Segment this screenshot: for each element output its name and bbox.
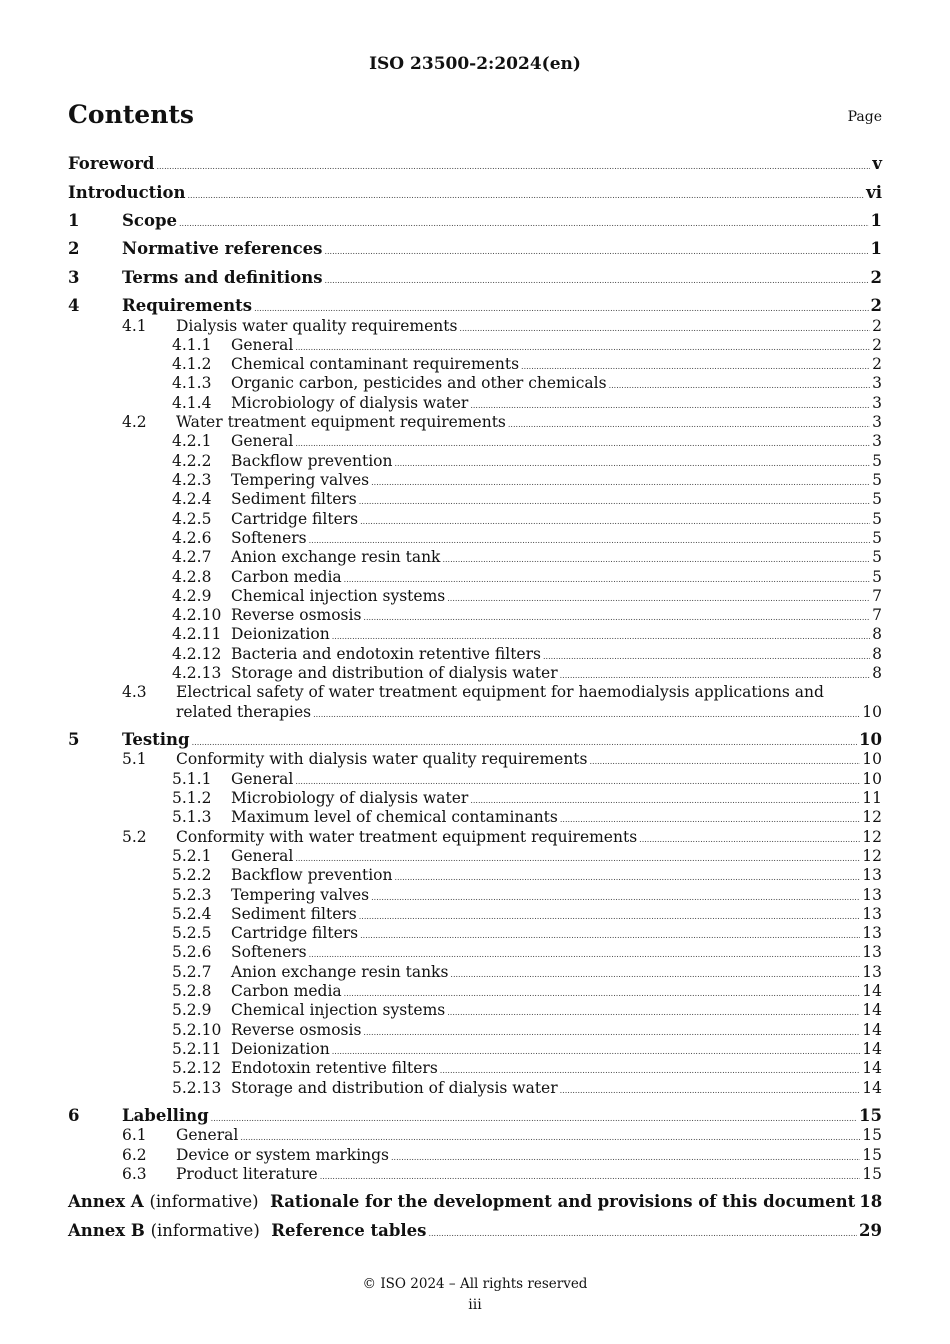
toc-entry-title: Endotoxin retentive filters <box>231 1059 438 1077</box>
toc-entry-annex-a[interactable] <box>68 1193 882 1211</box>
toc-entry-s6-1[interactable] <box>68 1126 882 1144</box>
toc-entry-number: 4.2.2 <box>172 452 212 470</box>
toc-entry-s5-1-2[interactable] <box>68 789 882 807</box>
toc-entry-s5-2-5[interactable] <box>68 924 882 942</box>
toc-entry-page: 3 <box>872 432 882 450</box>
toc-entry-number: 4.2.12 <box>172 645 222 663</box>
toc-entry-title: Normative references <box>122 239 323 258</box>
toc-entry-page: 5 <box>872 471 882 489</box>
toc-entry-number: 5.2 <box>122 828 147 846</box>
dot-leader <box>440 1059 860 1077</box>
toc-entry-title: Sediment filters <box>231 905 357 923</box>
toc-entry-page: 13 <box>862 963 882 981</box>
dot-leader <box>320 1165 861 1183</box>
toc-entry-s5-2-4[interactable] <box>68 905 882 923</box>
toc-entry-s4-1-2[interactable] <box>68 355 882 373</box>
dot-leader <box>360 510 870 528</box>
toc-entry-title: Water treatment equipment requirements <box>176 413 506 431</box>
dot-leader <box>360 924 860 942</box>
toc-entry-title <box>68 1193 855 1211</box>
dot-leader <box>521 355 870 373</box>
toc-entry-title: Testing <box>122 730 190 749</box>
dot-leader <box>442 548 870 566</box>
toc-entry-number: 3 <box>68 268 80 287</box>
toc-entry-page: 1 <box>870 211 882 230</box>
toc-entry-page: 5 <box>872 568 882 586</box>
toc-entry-page: vi <box>866 183 882 202</box>
toc-entry-page: 2 <box>872 317 882 335</box>
toc-entry-number: 5 <box>68 730 80 749</box>
dot-leader <box>309 529 871 547</box>
toc-entry-s5-2-11[interactable] <box>68 1040 882 1058</box>
toc-entry-title: Maximum level of chemical contaminants <box>231 808 558 826</box>
toc-entry-number: 4.2.6 <box>172 529 212 547</box>
toc-entry-page: 1 <box>870 239 882 258</box>
toc-entry-page: 5 <box>872 529 882 547</box>
toc-entry-s4-2-5[interactable] <box>68 510 882 528</box>
toc-entry-title: Deionization <box>231 1040 330 1058</box>
toc-entry-number: 5.2.8 <box>172 982 212 1000</box>
toc-entry-s5-2-2[interactable] <box>68 866 882 884</box>
toc-entry-number: 4.2.9 <box>172 587 212 605</box>
annex-label: Annex A <box>68 1192 144 1211</box>
toc-entry-title: Electrical safety of water treatment equipment for haemodialysis applications and <box>176 683 824 701</box>
toc-entry-title: General <box>231 770 294 788</box>
toc-entry-number: 5.2.10 <box>172 1021 222 1039</box>
toc-entry-page: 29 <box>859 1221 882 1240</box>
toc-entry-page: 15 <box>862 1126 882 1144</box>
toc-entry-title: Storage and distribution of dialysis water <box>231 1079 558 1097</box>
toc-entry-s5-2-3[interactable] <box>68 886 882 904</box>
toc-entry-s4-1-4[interactable] <box>68 394 882 412</box>
dot-leader <box>359 905 861 923</box>
dot-leader <box>395 452 871 470</box>
toc-entry-title: Product literature <box>176 1165 318 1183</box>
toc-entry-number: 5.2.5 <box>172 924 212 942</box>
dot-leader <box>359 490 870 508</box>
dot-leader <box>609 374 871 392</box>
toc-entry-number: 4.2.10 <box>172 606 222 624</box>
toc-entry-page: 10 <box>862 770 882 788</box>
toc-entry-s6-3[interactable] <box>68 1165 882 1183</box>
toc-entry-page: 15 <box>859 1106 882 1125</box>
dot-leader <box>470 394 870 412</box>
toc-entry-number: 4.1.1 <box>172 336 212 354</box>
toc-entry-number: 4.2.1 <box>172 432 212 450</box>
toc-entry-page: 10 <box>862 703 882 721</box>
toc-entry-title: Anion exchange resin tank <box>231 548 441 566</box>
toc-entry-number: 4.1.2 <box>172 355 212 373</box>
toc-entry-page: 14 <box>862 1021 882 1039</box>
annex-title: Reference tables <box>271 1221 427 1240</box>
toc-entry-page: 3 <box>872 413 882 431</box>
toc-entry-s5-2-10[interactable] <box>68 1021 882 1039</box>
dot-leader <box>470 789 860 807</box>
toc-entry-title: Terms and definitions <box>122 268 323 287</box>
toc-entry-title: Conformity with water treatment equipment requirements <box>176 828 638 846</box>
toc-entry-s5-1-1[interactable] <box>68 770 882 788</box>
toc-entry-title: General <box>231 432 294 450</box>
dot-leader <box>313 703 860 721</box>
toc-entry-page: 12 <box>862 847 882 865</box>
toc-entry-number: 4.2.5 <box>172 510 212 528</box>
dot-leader <box>344 982 861 1000</box>
table-of-contents <box>68 0 882 1344</box>
toc-entry-page: 13 <box>862 866 882 884</box>
dot-leader <box>395 866 861 884</box>
toc-entry-s4-1-1[interactable] <box>68 336 882 354</box>
toc-entry-page: 14 <box>862 1059 882 1077</box>
toc-entry-page: 5 <box>872 490 882 508</box>
toc-entry-page: 7 <box>872 606 882 624</box>
toc-entry-number: 4.2.4 <box>172 490 212 508</box>
toc-entry-s5-2-13[interactable] <box>68 1079 882 1097</box>
toc-entry-s6-2[interactable] <box>68 1146 882 1164</box>
dot-leader <box>447 587 870 605</box>
toc-entry-page: 11 <box>862 789 882 807</box>
toc-entry-foreword[interactable] <box>68 155 882 173</box>
toc-entry-title <box>68 1222 426 1240</box>
toc-entry-number: 5.2.3 <box>172 886 212 904</box>
toc-entry-s4-2-2[interactable] <box>68 452 882 470</box>
dot-leader <box>450 963 860 981</box>
toc-entry-s5-1[interactable] <box>68 750 882 768</box>
toc-entry-page: 2 <box>872 355 882 373</box>
annex-kind: (informative) <box>149 1192 259 1211</box>
toc-entry-title: General <box>231 336 294 354</box>
dot-leader <box>240 1126 860 1144</box>
contents-heading: Contents <box>68 100 195 129</box>
toc-entry-s5-2-6[interactable] <box>68 943 882 961</box>
toc-entry-number: 5.1.1 <box>172 770 212 788</box>
toc-entry-page: 3 <box>872 394 882 412</box>
toc-entry-title: Microbiology of dialysis water <box>231 394 469 412</box>
toc-entry-title: Device or system markings <box>176 1146 390 1164</box>
toc-entry-s4-2-4[interactable] <box>68 490 882 508</box>
toc-entry-title: Organic carbon, pesticides and other chemicals <box>231 374 607 392</box>
toc-entry-page: 8 <box>872 645 882 663</box>
toc-entry-s4-2-11[interactable] <box>68 625 882 643</box>
annex-title: Rationale for the development and provisions of this document <box>270 1192 856 1211</box>
toc-entry-number: 4.2.11 <box>172 625 222 643</box>
toc-entry-s4-2-1[interactable] <box>68 432 882 450</box>
toc-entry-s4-3[interactable] <box>68 683 882 701</box>
toc-entry-s4-2-9[interactable] <box>68 587 882 605</box>
toc-entry-title: Backflow prevention <box>231 452 393 470</box>
toc-entry-title: Tempering valves <box>231 886 370 904</box>
toc-entry-title: Chemical injection systems <box>231 587 446 605</box>
toc-entry-page: 13 <box>862 924 882 942</box>
toc-entry-s5-1-3[interactable] <box>68 808 882 826</box>
toc-entry-page: 10 <box>862 750 882 768</box>
toc-entry-title: related therapies <box>176 703 312 721</box>
toc-entry-page: 18 <box>859 1192 883 1211</box>
dot-leader <box>543 645 870 663</box>
toc-entry-number: 5.1.2 <box>172 789 212 807</box>
dot-leader <box>371 886 860 904</box>
toc-entry-title: General <box>231 847 294 865</box>
toc-entry-title: Conformity with dialysis water quality requirements <box>176 750 588 768</box>
dot-leader <box>590 750 861 768</box>
toc-entry-title: General <box>176 1126 239 1144</box>
toc-entry-s1[interactable] <box>68 212 882 230</box>
dot-leader <box>156 155 870 173</box>
toc-entry-number: 5.2.9 <box>172 1001 212 1019</box>
toc-entry-page: 8 <box>872 664 882 682</box>
toc-entry-s4-2-3[interactable] <box>68 471 882 489</box>
toc-entry-number: 5.2.12 <box>172 1059 222 1077</box>
page-number: iii <box>468 1297 482 1313</box>
toc-entry-page: 13 <box>862 886 882 904</box>
toc-entry-s4-2-6[interactable] <box>68 529 882 547</box>
dot-leader <box>344 568 870 586</box>
toc-entry-number: 4.1.4 <box>172 394 212 412</box>
toc-entry-number: 6.2 <box>122 1146 147 1164</box>
dot-leader <box>254 297 868 315</box>
dot-leader <box>391 1146 860 1164</box>
toc-entry-title: Requirements <box>122 296 253 315</box>
toc-entry-page: 12 <box>862 828 882 846</box>
toc-entry-page: 14 <box>862 982 882 1000</box>
dot-leader <box>508 413 870 431</box>
toc-entry-number: 4.1 <box>122 317 147 335</box>
toc-entry-annex-b[interactable] <box>68 1222 882 1240</box>
dot-leader <box>428 1222 857 1240</box>
toc-entry-title: Tempering valves <box>231 471 370 489</box>
toc-entry-s4-2-12[interactable] <box>68 645 882 663</box>
toc-entry-s5-2-8[interactable] <box>68 982 882 1000</box>
toc-entry-page: 14 <box>862 1040 882 1058</box>
toc-entry-page: 13 <box>862 905 882 923</box>
annex-kind: (informative) <box>150 1221 260 1240</box>
dot-leader <box>324 240 868 258</box>
toc-entry-page: 5 <box>872 452 882 470</box>
toc-entry-introduction[interactable] <box>68 184 882 202</box>
toc-entry-title: Reverse osmosis <box>231 606 362 624</box>
toc-entry-s4-3-continued[interactable] <box>68 703 882 721</box>
toc-entry-title: Bacteria and endotoxin retentive filters <box>231 645 541 663</box>
toc-entry-s5-2-9[interactable] <box>68 1001 882 1019</box>
dot-leader <box>309 943 861 961</box>
toc-entry-number: 6.3 <box>122 1165 147 1183</box>
toc-entry-s4-2-8[interactable] <box>68 568 882 586</box>
page-column-label: Page <box>847 109 882 125</box>
toc-entry-number: 5.2.7 <box>172 963 212 981</box>
dot-leader <box>295 847 860 865</box>
dot-leader <box>560 1079 861 1097</box>
dot-leader <box>332 1040 861 1058</box>
toc-entry-title: Anion exchange resin tanks <box>231 963 449 981</box>
dot-leader <box>447 1001 860 1019</box>
dot-leader <box>363 1021 860 1039</box>
toc-entry-page: 13 <box>862 943 882 961</box>
dot-leader <box>179 212 869 230</box>
toc-entry-s5[interactable] <box>68 731 882 749</box>
toc-entry-number: 6 <box>68 1106 80 1125</box>
dot-leader <box>560 808 860 826</box>
toc-entry-title: Dialysis water quality requirements <box>176 317 458 335</box>
toc-entry-number: 5.2.11 <box>172 1040 222 1058</box>
toc-entry-number: 4.2.3 <box>172 471 212 489</box>
toc-entry-number: 1 <box>68 211 80 230</box>
toc-entry-s4-2[interactable] <box>68 413 882 431</box>
toc-entry-page: 5 <box>872 548 882 566</box>
toc-entry-title: Cartridge filters <box>231 510 359 528</box>
toc-entry-title: Sediment filters <box>231 490 357 508</box>
toc-entry-s2[interactable] <box>68 240 882 258</box>
toc-entry-title: Softeners <box>231 529 307 547</box>
toc-entry-title: Carbon media <box>231 982 342 1000</box>
toc-entry-page: 2 <box>870 296 882 315</box>
toc-entry-page: 2 <box>870 268 882 287</box>
toc-entry-title: Storage and distribution of dialysis water <box>231 664 558 682</box>
toc-entry-number: 4.2 <box>122 413 147 431</box>
toc-entry-page: 5 <box>872 510 882 528</box>
toc-entry-number: 4.3 <box>122 683 147 701</box>
dot-leader <box>192 731 857 749</box>
toc-entry-title: Backflow prevention <box>231 866 393 884</box>
dot-leader <box>332 625 870 643</box>
toc-entry-page: 8 <box>872 625 882 643</box>
toc-entry-title: Cartridge filters <box>231 924 359 942</box>
toc-entry-number: 5.2.2 <box>172 866 212 884</box>
toc-entry-s4-2-10[interactable] <box>68 606 882 624</box>
toc-entry-page: 14 <box>862 1079 882 1097</box>
toc-entry-page: 7 <box>872 587 882 605</box>
toc-entry-title: Chemical injection systems <box>231 1001 446 1019</box>
toc-entry-s4[interactable] <box>68 297 882 315</box>
toc-entry-title: Microbiology of dialysis water <box>231 789 469 807</box>
toc-entry-number: 4.1.3 <box>172 374 212 392</box>
toc-entry-s5-2-1[interactable] <box>68 847 882 865</box>
toc-entry-s5-2[interactable] <box>68 828 882 846</box>
toc-entry-s4-2-13[interactable] <box>68 664 882 682</box>
toc-entry-number: 5.1.3 <box>172 808 212 826</box>
toc-entry-page: 14 <box>862 1001 882 1019</box>
toc-entry-page: 2 <box>872 336 882 354</box>
toc-entry-title: Labelling <box>122 1106 209 1125</box>
toc-entry-s4-1-3[interactable] <box>68 374 882 392</box>
toc-entry-title: Softeners <box>231 943 307 961</box>
toc-entry-page: 12 <box>862 808 882 826</box>
toc-entry-number: 4 <box>68 296 80 315</box>
dot-leader <box>363 606 870 624</box>
dot-leader <box>211 1107 857 1125</box>
toc-entry-s3[interactable] <box>68 269 882 287</box>
toc-entry-page: 15 <box>862 1165 882 1183</box>
toc-entry-page: 3 <box>872 374 882 392</box>
copyright-notice: © ISO 2024 – All rights reserved <box>362 1276 588 1292</box>
toc-entry-number: 4.2.13 <box>172 664 222 682</box>
toc-entry-title: Reverse osmosis <box>231 1021 362 1039</box>
toc-entry-number: 5.1 <box>122 750 147 768</box>
dot-leader <box>560 664 870 682</box>
toc-entry-title: Introduction <box>68 183 186 202</box>
toc-entry-page: v <box>872 154 882 173</box>
toc-entry-number: 6.1 <box>122 1126 147 1144</box>
toc-entry-number: 5.2.6 <box>172 943 212 961</box>
toc-entry-number: 4.2.8 <box>172 568 212 586</box>
toc-entry-number: 2 <box>68 239 80 258</box>
toc-entry-title: Scope <box>122 211 178 230</box>
toc-entry-s6[interactable] <box>68 1107 882 1125</box>
toc-entry-number: 5.2.1 <box>172 847 212 865</box>
toc-entry-page: 10 <box>859 730 882 749</box>
toc-entry-page: 15 <box>862 1146 882 1164</box>
dot-leader <box>459 317 870 335</box>
toc-entry-number: 5.2.4 <box>172 905 212 923</box>
toc-entry-title: Chemical contaminant requirements <box>231 355 520 373</box>
toc-entry-title: Carbon media <box>231 568 342 586</box>
toc-entry-title: Deionization <box>231 625 330 643</box>
dot-leader <box>295 336 870 354</box>
annex-label: Annex B <box>68 1221 145 1240</box>
toc-entry-number: 5.2.13 <box>172 1079 222 1097</box>
dot-leader <box>295 770 860 788</box>
dot-leader <box>639 828 860 846</box>
dot-leader <box>325 269 869 287</box>
toc-entry-title: Foreword <box>68 154 155 173</box>
toc-entry-s4-1[interactable] <box>68 317 882 335</box>
toc-entry-s4-2-7[interactable] <box>68 548 882 566</box>
dot-leader <box>371 471 870 489</box>
toc-entry-number: 4.2.7 <box>172 548 212 566</box>
toc-entry-s5-2-7[interactable] <box>68 963 882 981</box>
dot-leader <box>188 184 865 202</box>
dot-leader <box>295 432 870 450</box>
document-id-header: ISO 23500-2:2024(en) <box>369 54 581 74</box>
toc-entry-s5-2-12[interactable] <box>68 1059 882 1077</box>
